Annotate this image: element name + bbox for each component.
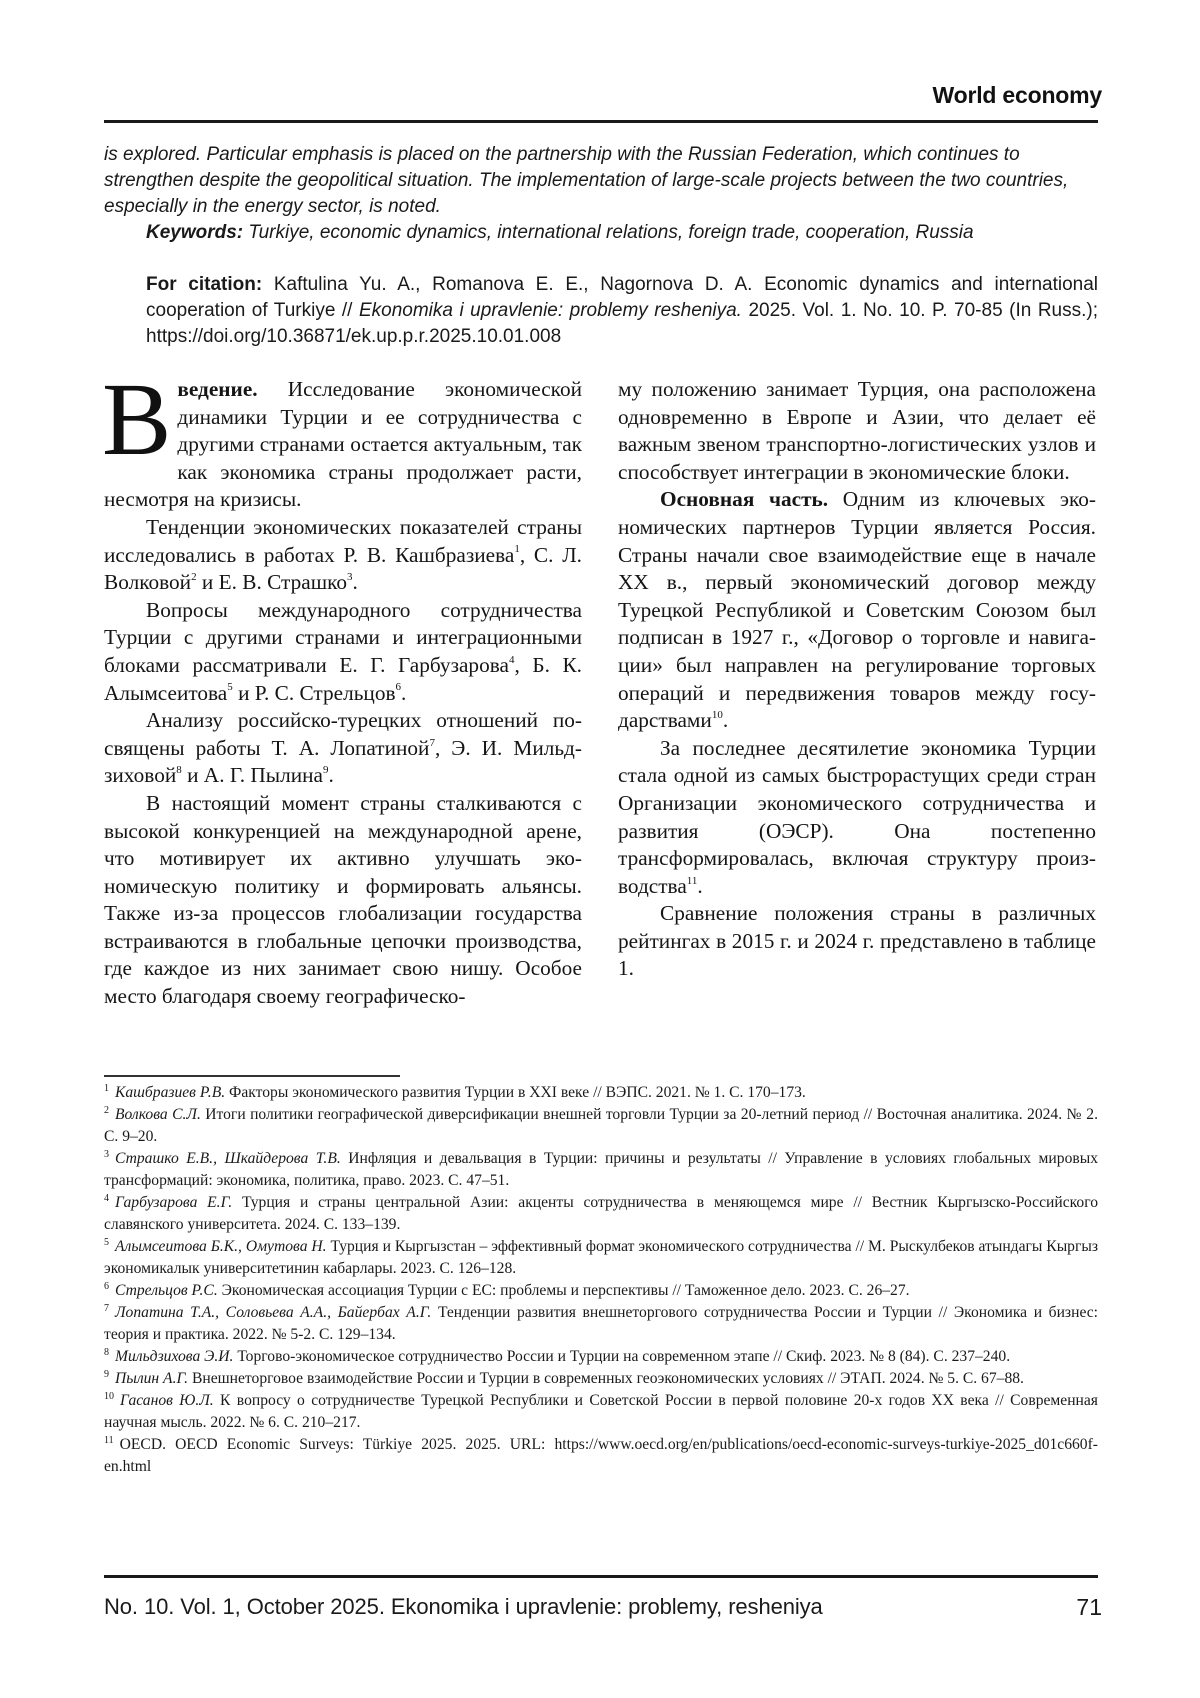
footnote-number: 2: [104, 1104, 109, 1116]
paragraph-text: Вопросы международного сотрудничества Турции с другими странами и интеграционными блоками рассматривали Е. Г. Гарбузарова: [104, 597, 582, 677]
footnote-ref[interactable]: 1: [514, 543, 520, 556]
header-rule: [104, 120, 1098, 123]
running-head-section: World economy: [932, 82, 1102, 108]
footnote-number: 8: [104, 1346, 109, 1358]
paragraph-text: Одним из ключевых экономических партнеров Турции является Россия. Страны начали свое взаимодействие еще в начале XX в., первый экономический договор между Турецкой Республикой и Советским Союзом был подписан в 1927 г., «Договор о торговле и навигации» был направлен на регулирование торговых операций и передвижения товаров между государствами: [618, 487, 1096, 733]
footnote-author: Мильдзихова Э.И.: [115, 1348, 234, 1365]
footnote-ref[interactable]: 5: [227, 681, 233, 694]
paragraph: В настоящий момент страны сталкиваются с высокой конкуренцией на международной арене, что мотивирует их активно улучшать экономическую политику и формировать альянсы. Также из-за процессов глобализации государства встраиваются в глобальные цепочки производства, где каждое из них занимает свою нишу. Особое место благодаря своему географическо-: [104, 790, 582, 1009]
footnote-text: К вопросу о сотрудничестве Турецкой Республики и Советской России в первой половине 20-х годов XX века // Современная научная мысль. 2022. № 6. С. 210–217.: [104, 1392, 1098, 1431]
citation-label: For citation:: [146, 274, 263, 295]
footnotes: [104, 1082, 1098, 1478]
footnote-author: Гасанов Ю.Л.: [120, 1392, 214, 1409]
paragraph: [104, 514, 582, 597]
citation: [146, 272, 1098, 350]
footnote-author: Волкова С.Л.: [115, 1106, 201, 1123]
footnote-number: 11: [104, 1434, 114, 1446]
footnote-text: Факторы экономического развития Турции в XXI веке // ВЭПС. 2021. № 1. С. 170–173.: [225, 1084, 806, 1101]
paragraph-text: .: [401, 680, 407, 705]
footnote-number: 9: [104, 1368, 109, 1380]
footnote-ref[interactable]: 7: [429, 736, 435, 749]
footnote-author: Гарбузарова Е.Г.: [115, 1194, 233, 1211]
footnote-ref[interactable]: 2: [191, 571, 197, 584]
footnote-item: [104, 1346, 1098, 1368]
footnote-text: Инфляция и девальвация в Турции: причины и результаты // Управление в условиях глобальных мировых трансформаций: экономика, политика, право. 2023. С. 47–51.: [104, 1150, 1099, 1189]
footnote-text: Итоги политики географической диверсификации внешней торговли Турции за 20-летний период // Восточная аналитика. 2024. № 2. С. 9–20.: [104, 1106, 1098, 1145]
page-number: 71: [1076, 1594, 1102, 1620]
footnote-item: [104, 1104, 1098, 1148]
footnote-separator: [104, 1075, 400, 1077]
footnote-ref[interactable]: 8: [176, 764, 182, 777]
paragraph: [618, 735, 1096, 901]
footnote-text[interactable]: OECD. OECD Economic Surveys: Türkiye 2025. 2025. URL: https://www.oecd.org/en/publications/oecd-economic-surveys-turkiye-2025_d01c660f-en.html: [104, 1436, 1098, 1475]
intro-heading: ведение.: [177, 377, 258, 401]
paragraph-introduction: [102, 362, 582, 514]
footnote-item: [104, 1082, 1098, 1104]
footnote-item: [104, 1148, 1098, 1192]
footnote-number: 10: [104, 1390, 114, 1402]
footnote-item: [104, 1192, 1098, 1236]
paragraph-text: и Е. В. Страшко: [196, 570, 348, 595]
footnote-ref[interactable]: 6: [395, 681, 402, 694]
body-column-left: [102, 362, 582, 1011]
paragraph-text: .: [352, 570, 358, 595]
footnote-author: Пылин А.Г.: [115, 1370, 189, 1387]
paragraph-text: , С. Л. Волковой: [104, 542, 582, 595]
footnote-text: Турция и страны центральной Азии: акценты сотрудничества в меняющемся мире // Вестник Кыргызско-Российского славянского университета. 2024. С. 133–139.: [104, 1194, 1099, 1233]
body-column-right: [618, 376, 1096, 983]
citation-text-1: Kaftulina Yu. A., Romanova E. E., Nagornova D. A. Economic dynamics and international cooperation of Turkiye //: [146, 274, 1099, 321]
paragraph-text: , Э. И. Мильдзиховой: [104, 735, 582, 788]
paragraph: [104, 707, 582, 790]
footnote-author: Страшко Е.В., Шкайдерова Т.В.: [115, 1150, 341, 1167]
paragraph-text: .: [722, 708, 729, 733]
footnote-ref[interactable]: 9: [322, 764, 329, 777]
paragraph-text: , Б. К. Алымсеитова: [104, 652, 582, 705]
footnote-author: Кашбразиев Р.В.: [115, 1084, 226, 1101]
footnote-item: [104, 1434, 1098, 1478]
footnote-number: 7: [104, 1302, 109, 1314]
abstract-tail: is explored. Particular emphasis is placed on the partnership with the Russian Federation, which continues to strengthen despite the geopolitical situation. The implementation of large-scale projects between the two countries, especially in the energy sector, is noted.: [104, 144, 1069, 217]
footnote-ref[interactable]: 11: [686, 874, 698, 887]
keywords-list: Turkiye, economic dynamics, international relations, foreign trade, cooperation, Russia: [248, 222, 974, 243]
intro-text: Исследование экономической динамики Турции и ее сотрудничества с другими странами остается актуальным, так как экономика страны продолжает расти, несмотря на кризисы.: [104, 377, 582, 512]
footnote-item: [104, 1368, 1098, 1390]
footnote-number: 6: [104, 1280, 109, 1292]
footnote-item: [104, 1302, 1098, 1346]
footnote-ref[interactable]: 10: [711, 709, 723, 722]
footer-journal-line: No. 10. Vol. 1, October 2025. Ekonomika i upravlenie: problemy, resheniya: [104, 1594, 823, 1619]
footnote-ref[interactable]: 4: [508, 653, 515, 666]
footnote-number: 5: [104, 1236, 109, 1248]
footnote-author: Алымсеитова Б.К., Омутова Н.: [115, 1238, 327, 1255]
paragraph-text: и Р. С. Стрельцов: [232, 680, 396, 705]
paragraph-text: Анализу российско-турецких отношений посвящены работы Т. А. Лопатиной: [104, 708, 582, 760]
paragraph: [104, 597, 582, 707]
footnote-number: 4: [104, 1192, 109, 1204]
paragraph-text: Тенденции экономических показателей страны исследовались в работах Р. В. Кашбразиева: [104, 514, 582, 567]
drop-cap: В: [102, 362, 172, 477]
keywords-label: Keywords:: [146, 222, 244, 243]
footnote-item: [104, 1236, 1098, 1280]
paragraph: Сравнение положения страны в различных рейтингах в 2015 г. и 2024 г. представлено в таблице 1.: [618, 901, 1096, 981]
footnote-text: Торгово-экономическое сотрудничество России и Турции на современном этапе // Скиф. 2023. № 8 (84). С. 237–240.: [233, 1348, 1011, 1365]
footnote-item: [104, 1280, 1098, 1302]
paragraph: му положению занимает Турция, она расположена одновременно в Европе и Азии, что делает её важным звеном транспортно-логистических узлов и способствует интеграции в экономические блоки.: [618, 377, 1096, 484]
footnote-author: Лопатина Т.А., Соловьева А.А., Байербах А.Г.: [115, 1304, 432, 1321]
citation-journal: Ekonomika i upravlenie: problemy resheniya.: [358, 300, 742, 321]
footnote-text: Внешнеторговое взаимодействие России и Турции в современных геоэкономических условиях // ЭТАП. 2024. № 5. С. 67–88.: [188, 1370, 1024, 1387]
main-part-heading: Основная часть.: [660, 487, 829, 512]
footnote-number: 3: [104, 1148, 109, 1160]
footnote-ref[interactable]: 3: [347, 571, 353, 584]
paragraph-text: и А. Г. Пылина: [181, 763, 323, 788]
footnote-text: Турция и Кыргызстан – эффективный формат экономического сотрудничества // М. Рыскулбеков атындагы Кыргыз экономикалык университетинин кабарлары. 2023. С. 126–128.: [104, 1238, 1099, 1277]
paragraph-text: За последнее десятилетие экономика Турции стала одной из самых быстрорастущих среди стран Организации экономического сотрудничества и развития (ОЭСР). Она постепенно трансформировалась, включая структуру производства: [618, 735, 1096, 898]
paragraph-text: .: [697, 873, 703, 898]
footnote-text: Тенденции развития внешнеторгового сотрудничества России и Турции // Экономика и бизнес: теория и практика. 2022. № 5-2. С. 129–134.: [104, 1304, 1099, 1343]
footnote-item: [104, 1390, 1098, 1434]
footer-rule: [104, 1575, 1098, 1578]
keywords: [146, 220, 1098, 246]
footnote-number: 1: [104, 1082, 109, 1094]
paragraph-main-part: [618, 486, 1096, 734]
citation-text-2: 2025. Vol. 1. No. 10. P. 70-85 (In Russ.); https://doi.org/10.36871/ek.up.p.r.2025.10.01.008: [146, 300, 1098, 347]
footnote-text: Экономическая ассоциация Турции с ЕС: проблемы и перспективы // Таможенное дело. 2023. С. 26–27.: [217, 1282, 910, 1299]
paragraph-text: .: [328, 763, 334, 788]
footnote-author: Стрельцов Р.С.: [115, 1282, 218, 1299]
